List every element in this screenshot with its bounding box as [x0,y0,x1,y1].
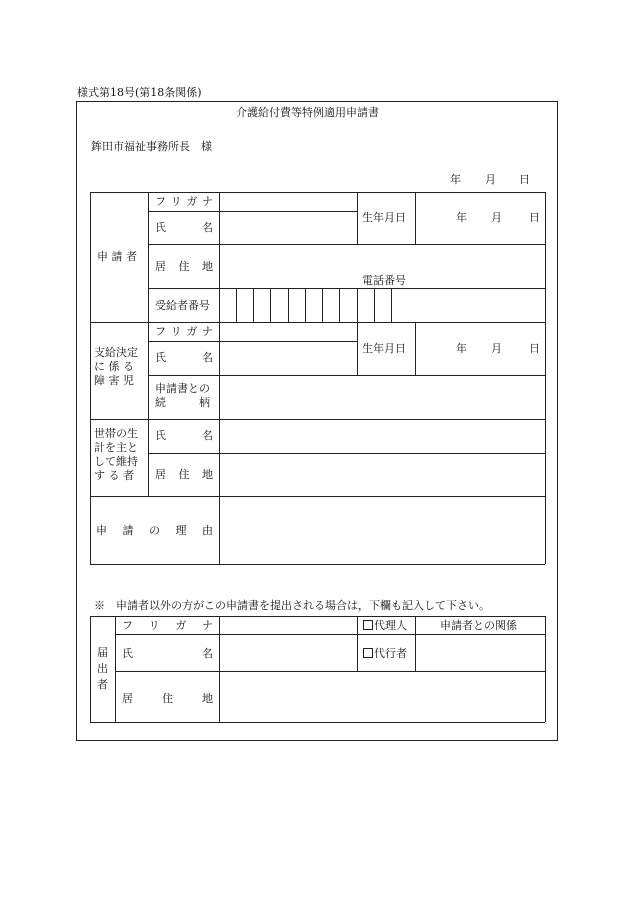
submitter-address-label: 居 住 地 [122,692,213,705]
applicant-address-label: 居 住 地 [155,260,213,273]
addressee: 鉾田市福祉事務所長 様 [91,140,212,153]
applicant-recipient-no-label: 受給者番号 [155,299,210,312]
form-title: 介護給付費等特例適用申請書 [236,106,379,119]
agent-checkbox[interactable]: 代理人 [363,620,407,631]
child-group-label: 支給決定 に 係 る 障 害 児 [94,346,138,387]
applicant-phone-label: 電話番号 [362,274,406,287]
date-month: 月 [485,173,496,186]
reason-label: 申 請 の 理 由 [96,524,213,537]
applicant-birth-day: 日 [529,211,540,224]
child-furigana-label: フ リ ガ ナ [155,325,213,338]
household-name-label: 氏 名 [155,429,213,442]
agent-checkbox-icon[interactable] [363,620,373,630]
submitter-furigana-label: フ リ ガ ナ [122,619,213,632]
household-group-label: 世帯の生 計を主と して維持 す る 者 [94,427,138,482]
child-name-label: 氏 名 [155,351,213,364]
child-birth-month: 月 [491,342,502,355]
proxy-checkbox[interactable]: 代行者 [363,648,407,659]
applicant-furigana-label: フ リ ガ ナ [155,195,213,208]
submitter-name-label: 氏 名 [122,647,213,660]
child-relation-label: 申請書との 続 柄 [155,382,210,409]
submitter-group-label: 届 出 者 [97,646,108,691]
form-number: 様式第18号(第18条関係) [77,86,202,99]
child-birthdate-label: 生年月日 [362,342,406,355]
proxy-checkbox-icon[interactable] [363,648,373,658]
household-address-label: 居 住 地 [155,468,213,481]
applicant-group-label: 申 請 者 [97,250,137,263]
submitter-relation-label: 申請者との関係 [440,619,517,632]
applicant-birth-year: 年 [456,211,467,224]
applicant-birthdate-label: 生年月日 [362,211,406,224]
date-year: 年 [450,173,461,186]
applicant-birth-month: 月 [491,211,502,224]
note-text: ※ 申請者以外の方がこの申請書を提出される場合は，下欄も記入して下さい。 [94,599,490,612]
date-day: 日 [519,173,530,186]
child-birth-day: 日 [529,342,540,355]
applicant-name-label: 氏 名 [155,221,213,234]
child-birth-year: 年 [456,342,467,355]
